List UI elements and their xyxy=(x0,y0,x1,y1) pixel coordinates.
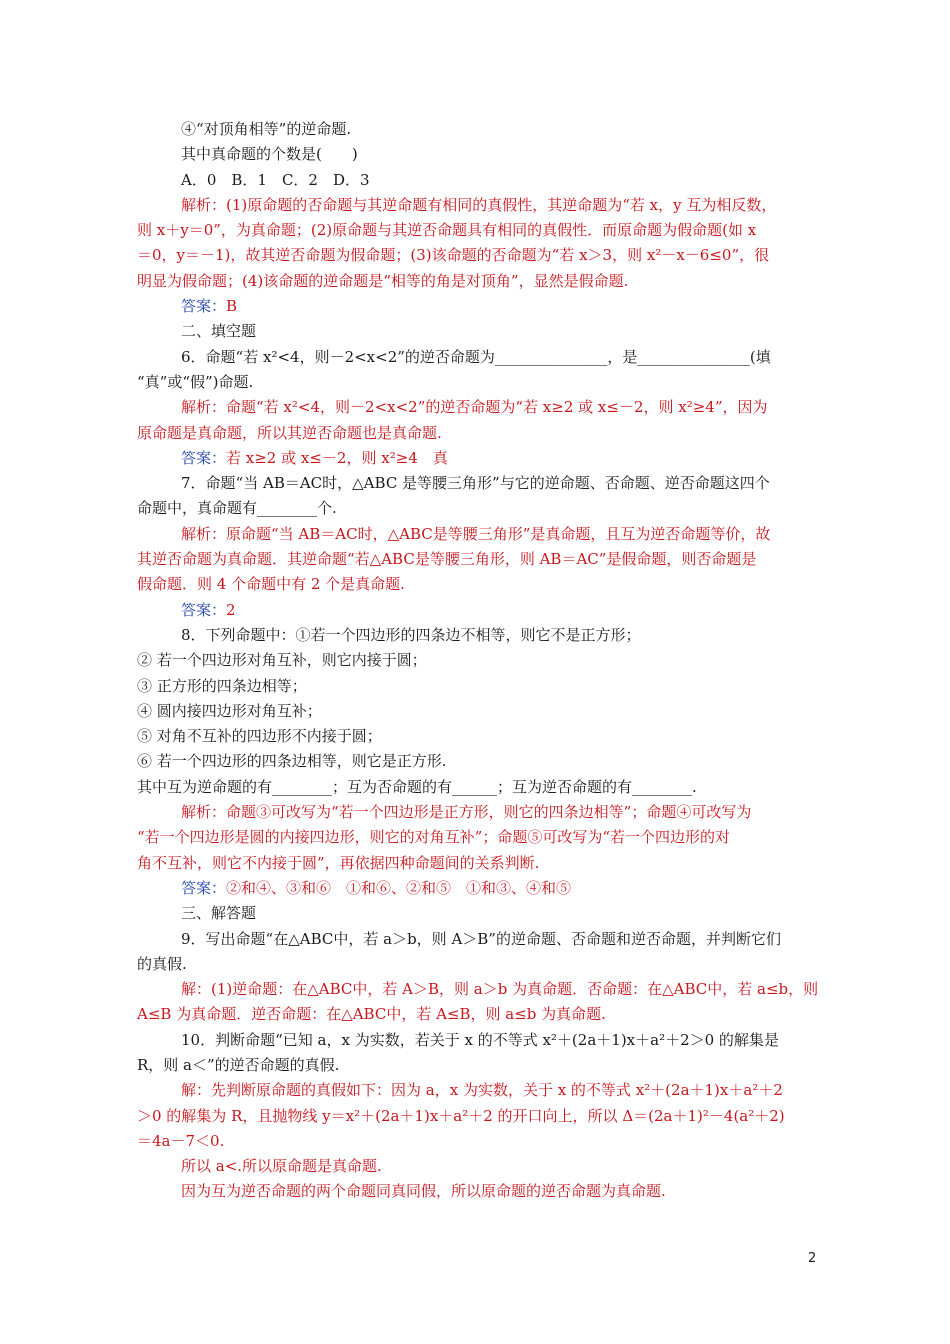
q8-item-6: ⑥ 若一个四边形的四条边相等，则它是正方形. xyxy=(137,752,447,771)
question-stem: 其中真命题的个数是( ) xyxy=(181,145,358,164)
q9-solution-line-1: 解：(1)逆命题：在△ABC中，若 A＞B，则 a＞b 为真命题．否命题：在△ABC中，若 a≤b，则 xyxy=(181,980,819,999)
q6-answer xyxy=(137,446,817,471)
q8-solution-line-1: 解析：命题③可改写为“若一个四边形是正方形，则它的四条边相等”；命题④可改写为 xyxy=(181,803,752,822)
q7-solution-line-3: 假命题．则 4 个命题中有 2 个是真命题. xyxy=(137,575,405,594)
q5-solution-line-3: ＝0，y＝－1)，故其逆否命题为假命题；(3)该命题的否命题为“若 x＞3，则 x²－x－6≤0”，很 xyxy=(137,246,770,265)
q6-solution-line-1: 解析：命题“若 x²<4，则－2<x<2”的逆否命题为“若 x≥2 或 x≤－2，则 x²≥4”，因为 xyxy=(181,398,768,417)
q10-solution-line-5: 因为互为逆否命题的两个命题同真同假，所以原命题的逆否命题为真命题. xyxy=(181,1182,666,1201)
q8-question: 其中互为逆命题的有________；互为否命题的有______；互为逆否命题的有________. xyxy=(137,777,697,796)
q10-solution-line-3: ＝4a－7＜0. xyxy=(137,1131,225,1150)
page-content xyxy=(137,117,817,1205)
answer-text: 若 x≥2 或 x≤－2，则 x²≥4 真 xyxy=(226,448,448,467)
answer-label: 答案： xyxy=(181,600,227,619)
q6-solution-line-2: 原命题是真命题，所以其逆否命题也是真命题. xyxy=(137,423,442,442)
q10-solution-line-2: ＞0 的解集为 R，且抛物线 y＝x²＋(2a＋1)x＋a²＋2 的开口向上，所以 Δ＝(2a＋1)²－4(a²＋2) xyxy=(137,1106,785,1125)
q9-solution-line-2: A≤B 为真命题．逆否命题：在△ABC中，若 A≤B，则 a≤b 为真命题. xyxy=(137,1005,606,1024)
q8-item-3: ③ 正方形的四条边相等； xyxy=(137,676,307,695)
option-4: ④“对顶角相等”的逆命题. xyxy=(181,120,352,138)
answer-label: 答案： xyxy=(181,297,227,316)
q6-line-2: “真”或“假”)命题. xyxy=(137,372,254,391)
section-heading-answer: 三、解答题 xyxy=(181,904,257,923)
q7-solution-line-1: 解析：原命题“当 AB＝AC时，△ABC是等腰三角形”是真命题，且互为逆否命题等价，故 xyxy=(181,524,771,543)
answer-choices: A．0 B．1 C．2 D．3 xyxy=(181,170,370,189)
q5-solution-line-4: 明显为假命题；(4)该命题的逆命题是“相等的角是对顶角”，显然是假命题. xyxy=(137,271,629,290)
q5-answer xyxy=(137,294,817,319)
answer-text: B xyxy=(226,297,238,316)
q10-line-2: R，则 a＜”的逆否命题的真假. xyxy=(137,1055,340,1074)
answer-label: 答案： xyxy=(181,878,227,897)
q8-item-5: ⑤ 对角不互补的四边形不内接于圆； xyxy=(137,727,382,746)
q5-solution-line-1: 解析：(1)原命题的否命题与其逆命题有相同的真假性，其逆命题为“若 x，y 互为相反数， xyxy=(181,195,777,214)
q7-line-1: 7．命题“当 AB＝AC时，△ABC 是等腰三角形”与它的逆命题、否命题、逆否命题这四个 xyxy=(181,474,770,493)
section-heading-fill-in: 二、填空题 xyxy=(181,322,257,341)
answer-label: 答案： xyxy=(181,448,227,467)
q8-item-4: ④ 圆内接四边形对角互补； xyxy=(137,701,322,720)
answer-text: ②和④、③和⑥ ①和⑥、②和⑤ ①和③、④和⑤ xyxy=(226,878,572,897)
answer-text: 2 xyxy=(226,600,236,619)
page-number: 2 xyxy=(808,1251,817,1266)
q8-solution-line-2: “若一个四边形是圆的内接四边形，则它的对角互补”；命题⑤可改写为“若一个四边形的对 xyxy=(137,828,731,847)
q6-line-1: 6．命题“若 x²<4，则－2<x<2”的逆否命题为_______________，是_______________(填 xyxy=(181,347,771,366)
q10-line-1: 10．判断命题“已知 a，x 为实数，若关于 x 的不等式 x²＋(2a＋1)x＋a²＋2＞0 的解集是 xyxy=(181,1030,779,1049)
q8-answer xyxy=(137,876,817,901)
q5-solution-line-2: 则 x＋y＝0”，为真命题；(2)原命题与其逆否命题具有相同的真假性．而原命题为假命题(如 x xyxy=(137,221,757,240)
q8-solution-line-3: 角不互补，则它不内接于圆”，再依据四种命题间的关系判断. xyxy=(137,853,540,872)
q8-item-2: ② 若一个四边形对角互补，则它内接于圆； xyxy=(137,651,427,670)
q7-answer xyxy=(137,598,817,623)
q10-solution-line-4: 所以 a<.所以原命题是真命题. xyxy=(181,1157,382,1176)
q9-line-1: 9．写出命题“在△ABC中，若 a＞b，则 A＞B”的逆命题、否命题和逆否命题，并判断它们 xyxy=(181,929,781,948)
q10-solution-line-1: 解：先判断原命题的真假如下：因为 a，x 为实数，关于 x 的不等式 x²＋(2a＋1)x＋a²＋2 xyxy=(181,1081,783,1100)
q8-line-1: 8．下列命题中：①若一个四边形的四条边不相等，则它不是正方形； xyxy=(181,625,641,644)
q7-line-2: 命题中，真命题有________个. xyxy=(137,499,337,518)
q7-solution-line-2: 其逆否命题为真命题．其逆命题“若△ABC是等腰三角形，则 AB＝AC”是假命题，则否命题是 xyxy=(137,550,757,569)
q9-line-2: 的真假. xyxy=(137,954,187,973)
